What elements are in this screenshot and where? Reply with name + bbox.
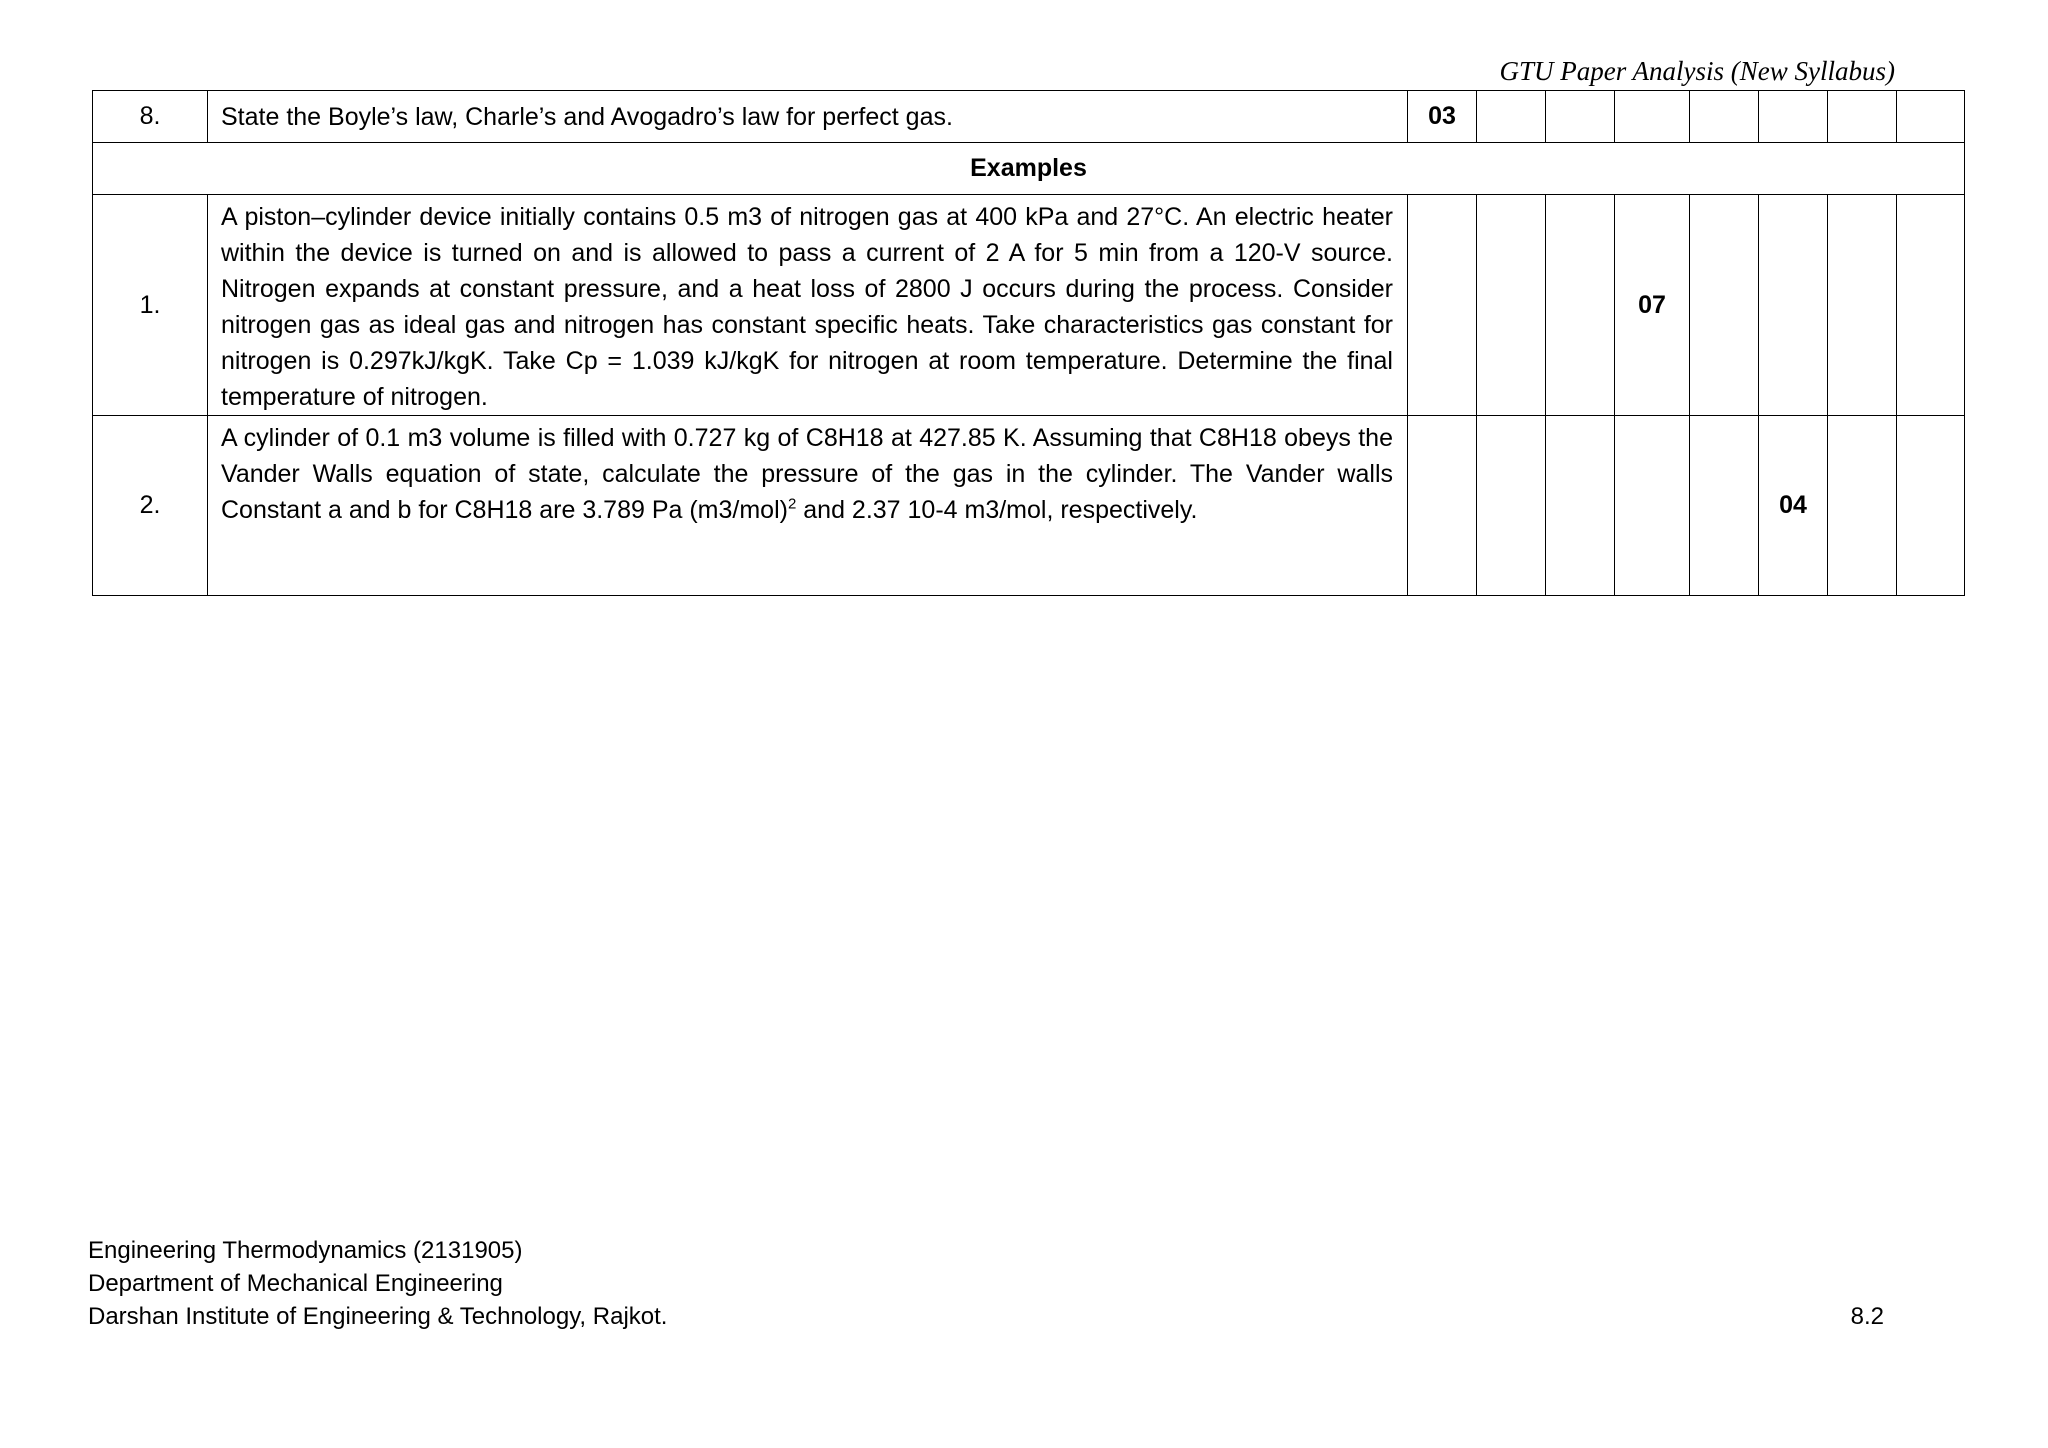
marks-cell <box>1897 91 1965 143</box>
page-header-title: GTU Paper Analysis (New Syllabus) <box>1499 56 1895 86</box>
marks-cell <box>1828 195 1897 416</box>
marks-cell <box>1690 195 1759 416</box>
marks-cell <box>1408 195 1477 416</box>
table-row <box>93 416 1965 596</box>
marks-cell <box>1615 91 1690 143</box>
marks-cell <box>1615 416 1690 596</box>
marks-cell <box>1759 91 1828 143</box>
question-number: 1. <box>93 195 208 416</box>
question-number: 2. <box>93 416 208 596</box>
marks-cell: 04 <box>1759 416 1828 596</box>
question-table <box>92 90 1965 596</box>
marks-cell <box>1759 195 1828 416</box>
section-row <box>93 143 1965 195</box>
marks-cell <box>1828 416 1897 596</box>
marks-cell <box>1408 416 1477 596</box>
superscript: 2 <box>787 495 797 513</box>
marks-cell <box>1897 195 1965 416</box>
marks-cell <box>1477 195 1546 416</box>
marks-cell <box>1828 91 1897 143</box>
marks-cell <box>1477 416 1546 596</box>
marks-cell: 07 <box>1615 195 1690 416</box>
question-text: State the Boyle’s law, Charle’s and Avogadro’s law for perfect gas. <box>208 91 1408 143</box>
page-footer <box>88 1234 667 1333</box>
question-text: A piston–cylinder device initially contains 0.5 m3 of nitrogen gas at 400 kPa and 27°C. An electric heater within the device is turned on and is allowed to pass a current of 2 A for 5 min from a 120-V source. Nitrogen expands at constant pressure, and a heat loss of 2800 J occurs during the process. Consider nitrogen gas as ideal gas and nitrogen has constant specific heats. Take characteristics gas constant for nitrogen is 0.297kJ/kgK. Take Cp = 1.039 kJ/kgK for nitrogen at room temperature. Determine the final temperature of nitrogen. <box>208 195 1408 416</box>
table-row <box>93 195 1965 416</box>
footer-institute: Darshan Institute of Engineering & Technology, Rajkot. <box>88 1303 668 1330</box>
marks-cell <box>1690 91 1759 143</box>
marks-cell <box>1477 91 1546 143</box>
question-text <box>208 416 1408 596</box>
marks-cell: 03 <box>1408 91 1477 143</box>
marks-cell <box>1546 91 1615 143</box>
question-number: 8. <box>93 91 208 143</box>
marks-cell <box>1546 195 1615 416</box>
page-number: 8.2 <box>1850 1303 1884 1330</box>
marks-cell <box>1897 416 1965 596</box>
question-text-part2: and 2.37 10-4 m3/mol, respectively. <box>796 496 1198 524</box>
footer-course: Engineering Thermodynamics (2131905) <box>88 1237 523 1264</box>
footer-department: Department of Mechanical Engineering <box>88 1270 503 1297</box>
question-text-part1: A cylinder of 0.1 m3 volume is filled with 0.727 kg of C8H18 at 427.85 K. Assuming that C8H18 obeys the Vander Walls equation of state, calculate the pressure of the gas in the cylinder. The Vander walls Constant a and b for C8H18 are 3.789 Pa (m3/mol) <box>221 424 1393 524</box>
marks-cell <box>1690 416 1759 596</box>
marks-cell <box>1546 416 1615 596</box>
table-row <box>93 91 1965 143</box>
section-title: Examples <box>93 143 1965 195</box>
